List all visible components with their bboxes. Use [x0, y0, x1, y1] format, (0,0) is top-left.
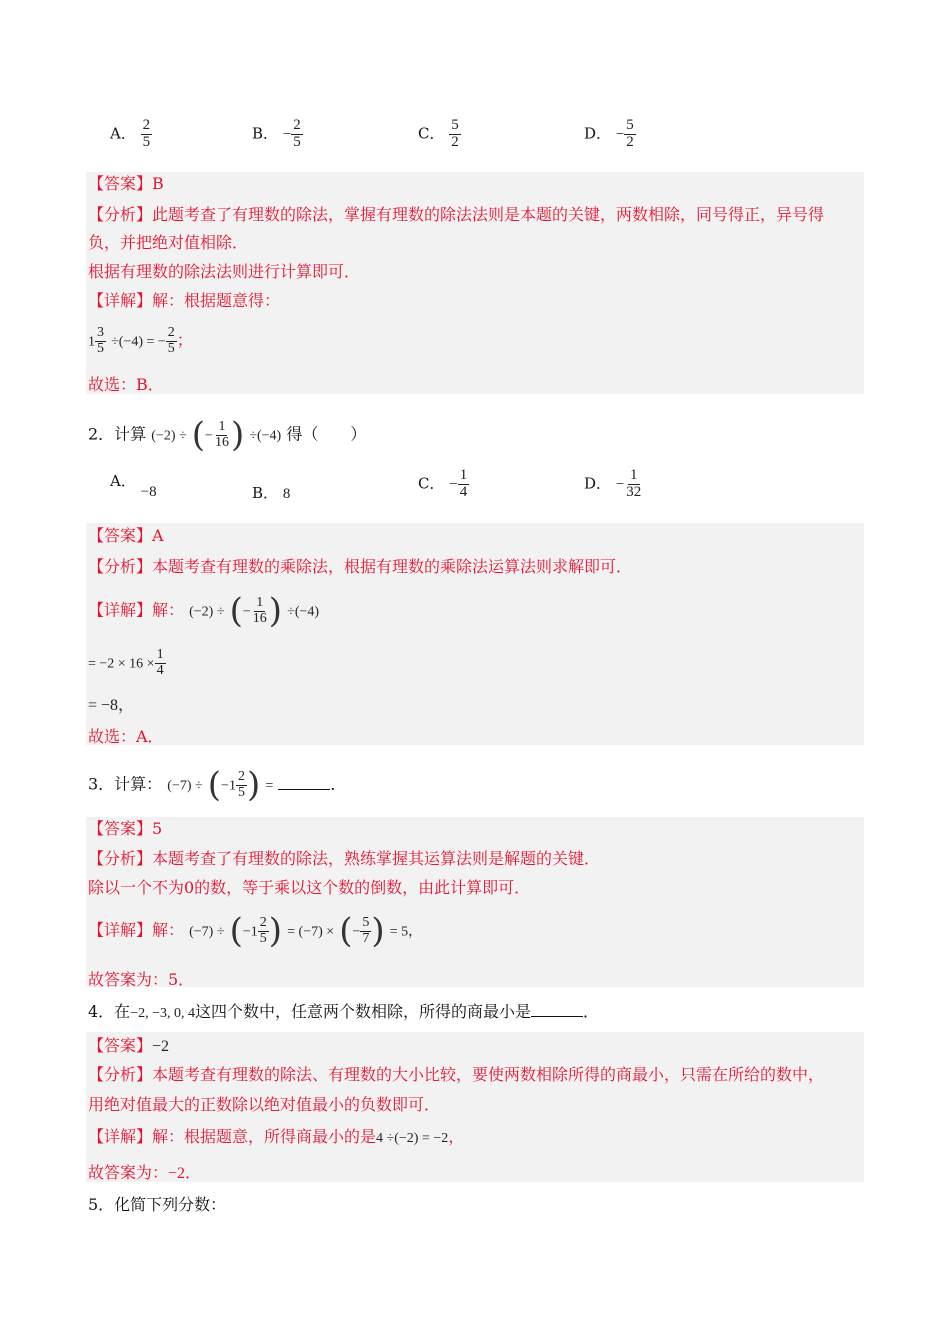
q4-analysis-line1: 【分析】本题考查有理数的除法、有理数的大小比较，要使两数相除所得的商最小，只需在所给的数中，: [88, 1065, 825, 1084]
denominator: 16: [214, 434, 229, 450]
denominator: 5: [167, 340, 175, 356]
option-label: D．: [584, 474, 612, 493]
step-text: = −2 × 16 ×: [88, 656, 155, 672]
question-number: 2．计算: [88, 424, 147, 444]
sign: −: [282, 126, 292, 143]
answer-value: −2: [152, 1038, 170, 1055]
fraction: [258, 916, 269, 946]
option-label: B．: [252, 484, 279, 502]
q1-option-b: [252, 118, 303, 151]
numerator: 5: [451, 117, 459, 133]
q4-detail: [88, 1127, 464, 1149]
denominator: 32: [626, 483, 642, 500]
detail-label: 【详解】解：: [88, 920, 185, 940]
q3-solution-box: [86, 817, 864, 987]
fraction: [360, 916, 371, 946]
q1-analysis-line2: 负，并把绝对值相除．: [88, 233, 249, 252]
q1-option-c: [418, 118, 461, 151]
final-value: −2: [168, 1165, 186, 1182]
q3-final: 故答案为：5．: [88, 970, 195, 989]
expression-part: = (−7) ×: [287, 924, 335, 940]
q3-detail: [88, 911, 423, 951]
numerator: 2: [142, 117, 151, 133]
option-label: D．: [584, 124, 612, 143]
expression-part: (−2) ÷: [189, 604, 225, 620]
fraction: [213, 420, 231, 450]
sign: −: [242, 604, 251, 620]
detail-label: 【详解】解：: [88, 600, 185, 620]
denominator: 2: [626, 133, 634, 150]
q2-step2: = −8，: [88, 697, 135, 714]
denominator: 5: [97, 340, 104, 356]
q1-answer: 【答案】B: [88, 174, 164, 193]
punctuation: ，: [448, 1127, 465, 1146]
q1-detail: 【详解】解：根据题意得：: [88, 291, 281, 310]
right-paren: ): [230, 415, 245, 455]
fraction: [458, 468, 470, 501]
option-label: C．: [418, 124, 445, 143]
denominator: 5: [237, 784, 245, 800]
sign: −1: [242, 924, 258, 940]
question-number: 4．在: [88, 1002, 131, 1021]
sign: −: [615, 476, 625, 493]
numerator: 3: [97, 325, 104, 340]
q1-equation: [88, 326, 193, 356]
q2-analysis: 【分析】本题考查有理数的乘除法，根据有理数的乘除法运算法则求解即可．: [88, 557, 633, 576]
sign: −: [352, 924, 361, 940]
denominator: 5: [293, 133, 301, 150]
fraction: [449, 118, 461, 151]
numerator: 1: [630, 467, 638, 483]
denominator: 5: [259, 930, 267, 946]
option-value: 8: [282, 486, 291, 502]
q3-answer: 【答案】5: [88, 819, 163, 838]
left-paren: (: [229, 591, 243, 631]
q4-analysis-line2: 用绝对值最大的正数除以绝对值最小的负数即可．: [88, 1095, 441, 1114]
q2-stem: [88, 415, 367, 455]
numerator: 1: [156, 647, 164, 662]
denominator: 4: [459, 483, 468, 500]
q3-analysis-line2: 除以一个不为0的数，等于乘以这个数的倒数，由此计算即可．: [88, 878, 531, 897]
q3-analysis-line1: 【分析】本题考查了有理数的除法，熟练掌握其运算法则是解题的关键．: [88, 849, 601, 868]
detail-text: 【详解】解：根据题意，所得商最小的是: [88, 1127, 377, 1146]
question-suffix: 得（ ）: [286, 424, 367, 444]
left-paren: (: [207, 765, 222, 805]
operator-text: ÷(−4) = −: [111, 334, 166, 350]
answer-label: 【答案】: [88, 1036, 153, 1055]
numerator: 1: [256, 594, 264, 610]
result: = 5，: [389, 924, 423, 940]
q2-option-c: [418, 468, 469, 501]
equals: =: [265, 778, 274, 794]
fraction: [166, 326, 177, 356]
denominator: 4: [156, 662, 164, 678]
fraction: [95, 326, 106, 356]
expression-part: (−7) ÷: [167, 778, 203, 794]
q2-detail: [88, 591, 320, 631]
option-label: A．: [110, 124, 136, 143]
numerator: 1: [459, 467, 468, 483]
q1-option-d: [584, 118, 636, 151]
fraction: [291, 118, 303, 151]
numerator: 2: [259, 914, 267, 930]
expression: 4 ÷(−2) = −2: [376, 1131, 449, 1146]
whole-part: 1: [88, 334, 95, 350]
q1-analysis-line3: 根据有理数的除法法则进行计算即可．: [88, 262, 361, 281]
question-text: 这四个数中，任意两个数相除，所得的商最小是: [194, 1002, 531, 1021]
sign: −: [449, 476, 458, 493]
q1-option-a: [110, 118, 152, 151]
numerator: 2: [167, 325, 175, 340]
option-label: A．: [110, 472, 136, 490]
option-label: C．: [418, 474, 445, 493]
q3-stem: 3．计算： (−7) ÷ (−1 $\frac{2}{5}$ ) = ．: [88, 765, 347, 805]
fraction: [624, 118, 636, 151]
numerator: 2: [237, 768, 245, 784]
q2-answer: 【答案】A: [88, 526, 164, 545]
expression-part: ÷(−4): [249, 428, 282, 444]
q2-option-d: [584, 468, 643, 501]
q2-option-b: [252, 482, 290, 503]
question-number: 3．计算：: [88, 774, 163, 794]
q2-step1: [88, 648, 166, 678]
right-paren: ): [268, 591, 283, 631]
sign: −1: [221, 778, 236, 794]
denominator: 16: [252, 610, 267, 626]
denominator: 2: [451, 133, 459, 150]
sign: −: [615, 126, 625, 143]
option-label: B．: [252, 124, 279, 143]
punctuation: ．: [583, 1002, 600, 1021]
numerator: 2: [293, 117, 301, 133]
left-paren: (: [191, 415, 206, 455]
final-label: 故答案为：: [88, 1163, 169, 1182]
numerator: 1: [218, 418, 226, 434]
q1-choose: 故选：B．: [88, 375, 164, 394]
fraction: [155, 648, 166, 678]
q5-stem: 5．化简下列分数：: [88, 1195, 227, 1214]
right-paren: ): [246, 765, 261, 805]
sign: −: [205, 428, 213, 444]
punctuation: ．: [185, 1163, 202, 1182]
fraction: [624, 468, 643, 501]
punctuation: ；: [176, 330, 193, 350]
q1-analysis-line1: 【分析】此题考查了有理数的除法，掌握有理数的除法法则是本题的关键，两数相除，同号得正，异号得: [88, 205, 825, 224]
fraction: [141, 118, 153, 151]
denominator: 7: [362, 930, 370, 946]
q4-stem: [88, 1002, 599, 1024]
answer-blank: [278, 775, 330, 790]
answer-blank: [531, 1002, 583, 1017]
expression-part: (−2) ÷: [151, 428, 187, 444]
left-paren: (: [339, 911, 353, 951]
denominator: 5: [142, 133, 151, 150]
q4-final: [88, 1163, 201, 1184]
expression-part: (−7) ÷: [189, 924, 225, 940]
numerator: 5: [626, 117, 634, 133]
q4-answer: [88, 1036, 169, 1057]
left-paren: (: [229, 911, 243, 951]
number-list: −2, −3, 0, 4: [130, 1006, 195, 1021]
option-value: −8: [140, 484, 157, 500]
fraction: [251, 596, 269, 626]
right-paren: ): [268, 911, 283, 951]
numerator: 5: [362, 914, 370, 930]
fraction: [236, 770, 247, 800]
q2-option-a: [110, 470, 157, 500]
expression-part: ÷(−4): [287, 604, 320, 620]
right-paren: ): [371, 911, 385, 951]
q2-choose: 故选：A．: [88, 727, 164, 746]
